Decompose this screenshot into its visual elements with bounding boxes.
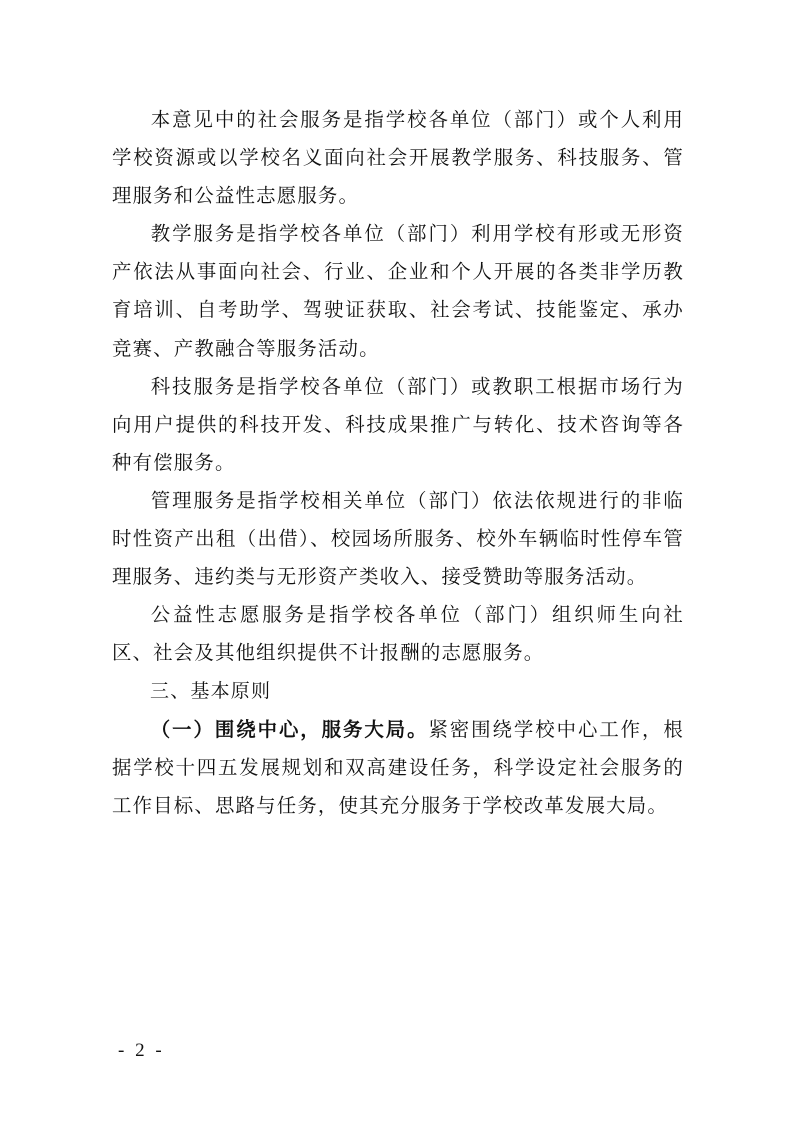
paragraph-technology-service: 科技服务是指学校各单位（部门）或教职工根据市场行为向用户提供的科技开发、科技成果推广与转化、技术咨询等各种有偿服务。 bbox=[112, 374, 684, 474]
page-number: - 2 - bbox=[118, 1040, 165, 1061]
document-body bbox=[112, 101, 684, 825]
section-heading-basic-principles: 三、基本原则 bbox=[150, 680, 272, 703]
principle-1-text: 紧密围绕学校中心工作，根据学校十四五发展规划和双高建设任务，科学设定社会服务的工作目标、思路与任务，使其充分服务于学校改革发展大局。 bbox=[112, 717, 684, 817]
paragraph-volunteer-service: 公益性志愿服务是指学校各单位（部门）组织师生向社区、社会及其他组织提供不计报酬的志愿服务。 bbox=[112, 603, 684, 665]
paragraph-social-service-definition: 本意见中的社会服务是指学校各单位（部门）或个人利用学校资源或以学校名义面向社会开展教学服务、科技服务、管理服务和公益性志愿服务。 bbox=[112, 108, 684, 208]
paragraph-teaching-service: 教学服务是指学校各单位（部门）利用学校有形或无形资产依法从事面向社会、行业、企业和个人开展的各类非学历教育培训、自考助学、驾驶证获取、社会考试、技能鉴定、承办竞赛、产教融合等服务活动。 bbox=[112, 222, 684, 360]
principle-1-paragraph bbox=[112, 711, 684, 825]
principle-1-lead: （一）围绕中心，服务大局。 bbox=[150, 717, 429, 741]
paragraph-management-service: 管理服务是指学校相关单位（部门）依法依规进行的非临时性资产出租（出借）、校园场所服务、校外车辆临时性停车管理服务、违约类与无形资产类收入、接受赞助等服务活动。 bbox=[112, 488, 684, 589]
